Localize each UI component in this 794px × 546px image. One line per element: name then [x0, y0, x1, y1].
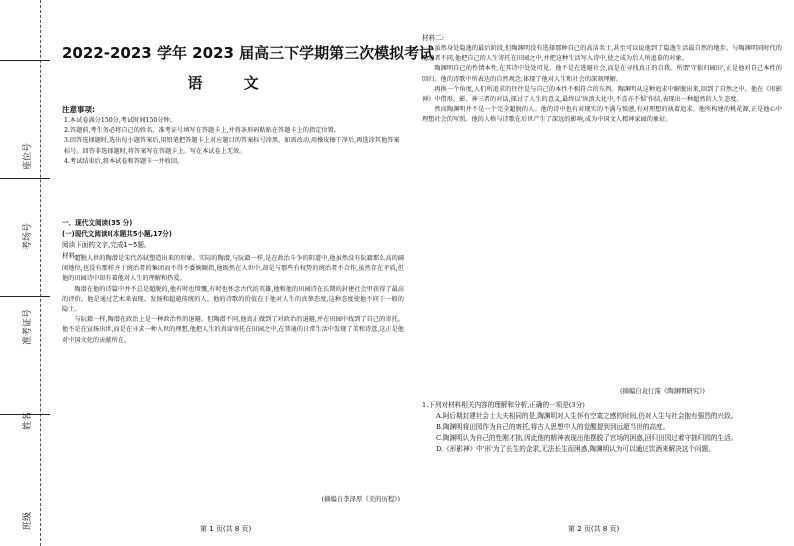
question-1 [422, 400, 778, 455]
page-footer-1: 第 1 页(共 8 页) [200, 525, 252, 533]
binding-label-ticket: 准考证号 [23, 308, 33, 345]
notice-item: 3.回答选择题时,选出每小题答案后,用铅笔把答题卡上对应题目的答案标号涂黑。如需改动,用橡皮擦干净后,再选涂其他答案标号。回答非选择题时,将答案写在答题卡上。写在本试卷上无效。 [64, 137, 400, 155]
paragraph: 陶渊明自己的性情本性,在其诗中处处可见。他不是在逃避社会,而是在寻找真正的自我。所谓'守拙归园田',正是他对自己本性的回归。他的诗歌中所表达的自然观念,体现了他对人生和社会的深刻理解。 [422, 65, 782, 83]
notice-item: 1.本试卷满分150分,考试时间150分钟。 [64, 117, 176, 124]
paragraph: 虽然身处隐逸的最后阶段,但陶渊明没有选择那种自己的高洁名士,甚至可以说他到了隐逸生活最自然的地步。与陶渊明同时代的隐逸者不同,他把自己的人生寄托在田园之中,并把这种生活写入诗中,使之成为后人所追慕的对象。 [422, 45, 782, 63]
sub-title: (一)现代文阅读Ⅰ(本题共5小题,17分) [62, 230, 172, 238]
paragraph: 与阮籍一样,陶潜在政治上是一种政治性的退避。但陶潜不同,他真正做到了对政治的退避,并在田园中找到了自己的寄托。他不是在宣扬出世,而是在寻求一种入世的理想,他把人生的真谛寄托在田园之中,在普通的日常生活中发现了美和诗意,这正是他对中国文化的贡献所在。 [62, 316, 404, 344]
question-stem: 1.下列对材料相关内容的理解和分析,正确的一项是(3分) [422, 401, 585, 409]
binding-margin [0, 0, 52, 546]
binding-label-room: 考场号 [23, 222, 33, 250]
paragraph: 再换一个角度,人们所追求的往往是与自己的本性不相符合的东西。陶渊明从这种追求中解脱出来,回到了自然之中。他在《形影神》中借形、影、神三者的对话,探讨了人生的意义,最终以'纵浪大化中,不喜亦不惧'作结,表现出一种超然的人生态度。 [422, 85, 782, 104]
notice-heading: 注意事项: [62, 105, 95, 114]
material-2-source: (摘编自袁行霈《陶渊明研究》) [620, 387, 705, 395]
material-1-source: (摘编自李泽厚《美的历程》) [321, 495, 400, 503]
binding-label-seat: 座位号 [23, 142, 33, 170]
option-c: C.陶渊明认为自己的性刚才拙,因此他的精神表现出他摆脱了官场的困惑,回归田园过着守拙归园的生活。 [436, 434, 738, 442]
paragraph: 陶潜在他的诗篇中并不总是超脱的,他有时也愤慨,有时也怀念古代的英雄,他和他的田园诗在长期的封建社会里获得了最高的评价。他是通过艺术来表现、发扬和超越传统的人。他的诗歌的价值在于他对人生的真挚态度,这种态度使他不同于一般的隐士。 [62, 285, 404, 314]
option-a: A.阿后期封建社会士大夫相同的是,陶渊明对人生怀有空寞之感的时间,仍对人生与社会抱有强烈的兴致。 [436, 412, 738, 420]
option-b: B.陶渊明将田园作为自己的寄托,将古人思想中人的觉醒提到到远超当世的高度。 [436, 423, 670, 431]
exam-title: 2022-2023 学年 2023 届高三下学期第三次模拟考试 [62, 44, 435, 62]
binding-label-name: 姓名 [23, 411, 33, 430]
binding-label-class: 班级 [23, 511, 33, 530]
notice-list [64, 116, 404, 167]
exam-subject: 语 文 [187, 74, 277, 92]
binding-cut-line [40, 0, 41, 546]
notice-item: 2.答题前,考生务必将自己的姓名、准考证号填写在答题卡上,并将条形码粘贴在答题卡上的指定位置。 [64, 127, 340, 135]
divider [0, 178, 50, 179]
material-1-text [62, 254, 404, 346]
instruction: 阅读下面的文字,完成1~5题。 [62, 241, 151, 249]
divider [0, 60, 50, 61]
option-d: D.《形影神》中'形'为了长生的企求,无法长生而困惑,陶渊明认为可以通过饮酒来解决这个问题。 [436, 445, 715, 453]
material-2-label: 材料二: [422, 34, 445, 42]
paragraph: 超脱人世的陶潜是宋代苏轼塑造出来的形象。实际的陶潜,与阮籍一样,是在政治斗争的阴道中,他虽然没有阮籍那么高的阔闲地位,也没有那样齐于统治者的集团而不得不委婉颐指,他既然在人世中,却是与那些有权势的统治者不合作,虽然存在矛盾,但他的田园诗中却有着他对人生的理解和热爱。 [62, 255, 404, 283]
material-1-label: 材料一: [62, 252, 85, 260]
divider [0, 296, 50, 297]
material-2-text [422, 44, 782, 126]
paragraph: 然而陶渊明并不是一个完全超脱的人。他的诗中也有对现实的不满与愤懑,有对理想的执着追求。他所构建的桃花源,正是他心中理想社会的写照。他的人格与诗歌在后世产生了深远的影响,成为中国文人精神家园的象征。 [422, 106, 782, 124]
part-title: 一、现代文阅读(35 分) [62, 219, 133, 227]
notice-item: 4.考试结束后,将本试卷和答题卡一并收回。 [64, 157, 184, 165]
page-footer-2: 第 2 页(共 8 页) [568, 525, 620, 533]
